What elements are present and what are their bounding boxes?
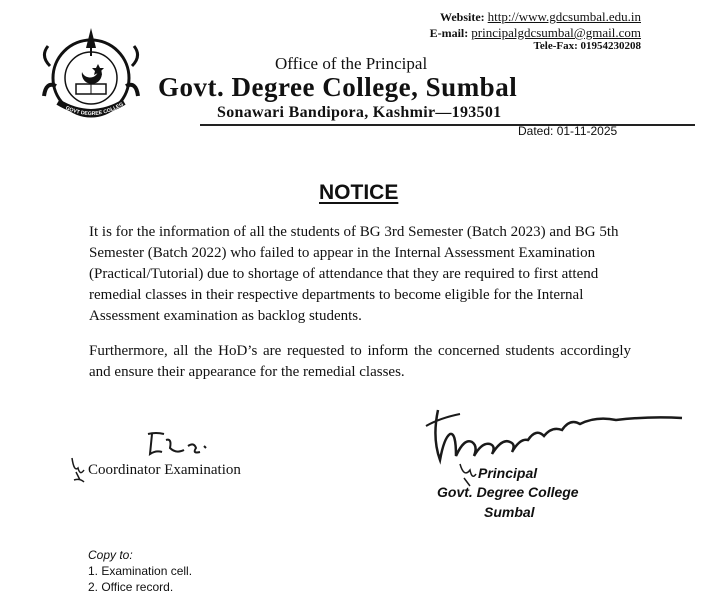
college-logo	[33, 22, 146, 126]
header-divider	[200, 124, 695, 126]
coordinator-signature	[66, 428, 236, 488]
copy-to-item: 2. Office record.	[88, 580, 174, 594]
contact-website	[440, 9, 641, 25]
college-name: Govt. Degree College, Sumbal	[158, 72, 518, 102]
copy-to-label: Copy to:	[88, 548, 133, 562]
principal-place: Sumbal	[484, 504, 535, 520]
svg-text:GOVT DEGREE COLLEGE SUMBAL	[34, 22, 125, 117]
coordinator-label: Coordinator Examination	[88, 462, 241, 478]
notice-title: NOTICE	[319, 181, 399, 204]
contact-telefax: Tele-Fax: 01954230208	[533, 40, 641, 52]
date-line: Dated: 01-11-2025	[518, 124, 618, 138]
notice-paragraph-2: Furthermore, all the HoD’s are requested to inform the concerned students accordingly and ensure their appearance for the remedial classes.	[89, 343, 631, 380]
copy-to-item: 1. Examination cell.	[88, 564, 193, 578]
office-line: Office of the Principal	[275, 54, 428, 73]
notice-paragraph-1: It is for the information of all the students of BG 3rd Semester (Batch 2023) and BG 5th Semester (Batch 2022) who failed to appear in the Internal Assessment Examination (Practical/Tutorial) due to shortage of attendance that they are required to first attend remedial classes in their respective departments to become eligible for the Internal Assessment examination as backlog students.	[89, 224, 619, 324]
logo-text: GOVT DEGREE COLLEGE SUMBAL	[33, 22, 125, 118]
college-address: Sonawari Bandipora, Kashmir—193501	[217, 104, 502, 121]
website-link[interactable]: http://www.gdcsumbal.edu.in	[487, 9, 641, 24]
principal-title: Principal	[478, 465, 538, 481]
email-label: E-mail:	[429, 26, 469, 40]
email-link[interactable]: principalgdcsumbal@gmail.com	[471, 25, 641, 40]
website-label: Website:	[439, 10, 485, 24]
principal-college: Govt. Degree College	[437, 484, 579, 500]
contact-email	[430, 25, 641, 41]
principal-signature	[420, 398, 690, 488]
